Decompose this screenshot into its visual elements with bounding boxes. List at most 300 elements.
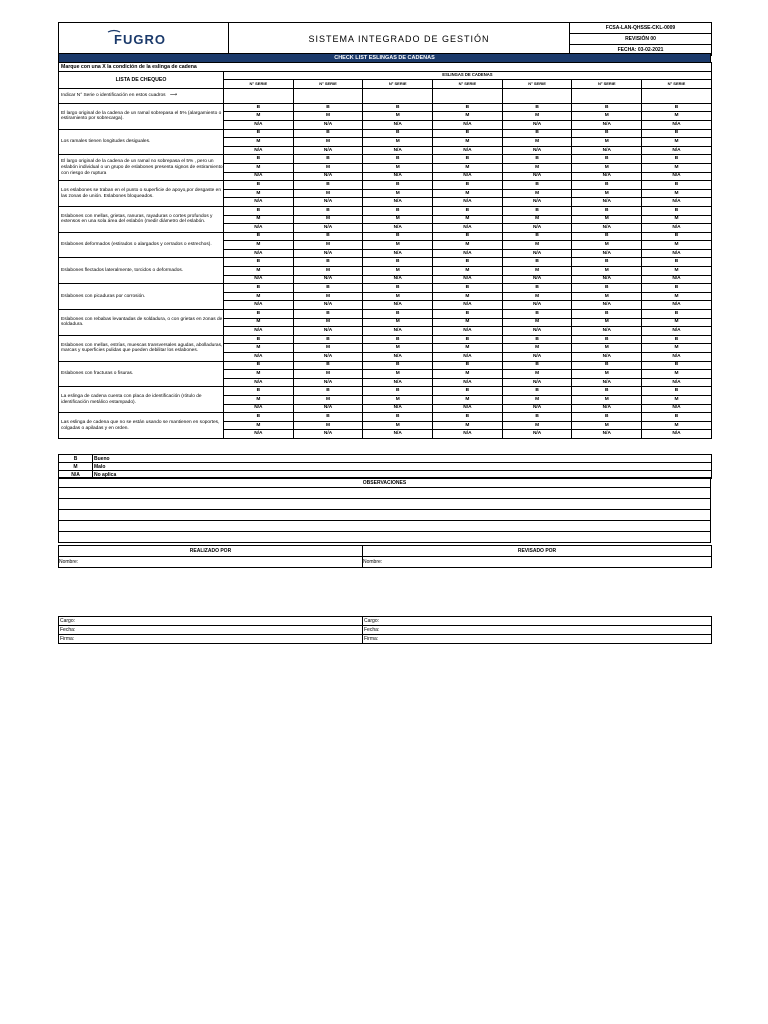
- option-cell[interactable]: M: [642, 395, 712, 404]
- option-cell[interactable]: M: [572, 292, 642, 301]
- option-cell[interactable]: B: [433, 361, 503, 370]
- option-cell[interactable]: M: [224, 344, 294, 353]
- serial-input-cell[interactable]: [363, 88, 433, 103]
- option-cell[interactable]: M: [572, 138, 642, 147]
- option-cell[interactable]: N/A: [572, 301, 642, 310]
- option-cell[interactable]: N/A: [642, 327, 712, 336]
- option-cell[interactable]: M: [293, 370, 363, 379]
- option-cell[interactable]: N/A: [224, 249, 294, 258]
- option-cell[interactable]: M: [433, 163, 503, 172]
- option-cell[interactable]: N/A: [224, 172, 294, 181]
- option-cell[interactable]: B: [572, 206, 642, 215]
- option-cell[interactable]: M: [363, 292, 433, 301]
- option-cell[interactable]: N/A: [293, 224, 363, 233]
- option-cell[interactable]: B: [433, 129, 503, 138]
- option-cell[interactable]: N/A: [363, 353, 433, 362]
- option-cell[interactable]: N/A: [572, 275, 642, 284]
- option-cell[interactable]: N/A: [224, 224, 294, 233]
- option-cell[interactable]: B: [363, 103, 433, 112]
- option-cell[interactable]: M: [433, 395, 503, 404]
- option-cell[interactable]: B: [224, 206, 294, 215]
- option-cell[interactable]: N/A: [572, 430, 642, 439]
- option-cell[interactable]: M: [293, 267, 363, 276]
- reviewed-by-name-field[interactable]: Nombre:: [363, 557, 712, 568]
- option-cell[interactable]: M: [642, 267, 712, 276]
- option-cell[interactable]: B: [363, 387, 433, 396]
- option-cell[interactable]: M: [502, 163, 572, 172]
- option-cell[interactable]: N/A: [293, 275, 363, 284]
- option-cell[interactable]: N/A: [433, 275, 503, 284]
- serial-input-cell[interactable]: [293, 88, 363, 103]
- option-cell[interactable]: N/A: [293, 172, 363, 181]
- option-cell[interactable]: M: [572, 395, 642, 404]
- option-cell[interactable]: M: [433, 267, 503, 276]
- serial-header: N° SERIE: [363, 80, 433, 89]
- option-cell[interactable]: B: [502, 387, 572, 396]
- option-cell[interactable]: B: [572, 413, 642, 422]
- option-cell[interactable]: B: [433, 310, 503, 319]
- option-cell[interactable]: B: [363, 129, 433, 138]
- option-cell[interactable]: N/A: [293, 430, 363, 439]
- option-cell[interactable]: B: [572, 310, 642, 319]
- option-cell[interactable]: B: [572, 387, 642, 396]
- observation-line[interactable]: [59, 521, 711, 532]
- option-cell[interactable]: B: [433, 206, 503, 215]
- option-cell[interactable]: M: [224, 395, 294, 404]
- option-cell[interactable]: B: [502, 103, 572, 112]
- option-cell[interactable]: B: [572, 258, 642, 267]
- option-cell[interactable]: N/A: [642, 120, 712, 129]
- option-cell[interactable]: N/A: [642, 404, 712, 413]
- option-cell[interactable]: B: [572, 232, 642, 241]
- option-cell[interactable]: B: [224, 155, 294, 164]
- option-cell[interactable]: N/A: [642, 430, 712, 439]
- option-cell[interactable]: M: [642, 138, 712, 147]
- option-cell[interactable]: N/A: [433, 404, 503, 413]
- option-cell[interactable]: B: [572, 335, 642, 344]
- option-cell[interactable]: M: [363, 421, 433, 430]
- option-cell[interactable]: M: [363, 189, 433, 198]
- option-cell[interactable]: M: [363, 163, 433, 172]
- option-cell[interactable]: B: [433, 103, 503, 112]
- revision: REVISIÓN 00: [570, 34, 712, 45]
- option-cell[interactable]: M: [572, 344, 642, 353]
- option-cell[interactable]: M: [642, 370, 712, 379]
- option-cell[interactable]: M: [433, 138, 503, 147]
- option-cell[interactable]: M: [224, 292, 294, 301]
- option-cell[interactable]: N/A: [433, 327, 503, 336]
- option-cell[interactable]: B: [293, 310, 363, 319]
- option-cell[interactable]: N/A: [572, 172, 642, 181]
- option-cell[interactable]: M: [642, 318, 712, 327]
- checklist-item-text: Los ramales tienen longitudes desiguales.: [59, 129, 224, 155]
- option-cell[interactable]: M: [224, 112, 294, 121]
- option-cell[interactable]: B: [363, 361, 433, 370]
- option-cell[interactable]: N/A: [642, 301, 712, 310]
- option-cell[interactable]: B: [224, 258, 294, 267]
- option-cell[interactable]: N/A: [572, 353, 642, 362]
- option-cell[interactable]: M: [642, 421, 712, 430]
- option-cell[interactable]: M: [642, 344, 712, 353]
- option-cell[interactable]: B: [224, 310, 294, 319]
- option-cell[interactable]: N/A: [224, 120, 294, 129]
- option-cell[interactable]: N/A: [293, 327, 363, 336]
- option-cell[interactable]: M: [572, 241, 642, 250]
- option-cell[interactable]: M: [502, 112, 572, 121]
- option-cell[interactable]: B: [224, 387, 294, 396]
- option-cell[interactable]: N/A: [572, 120, 642, 129]
- option-cell[interactable]: M: [433, 344, 503, 353]
- option-cell[interactable]: M: [293, 163, 363, 172]
- option-cell[interactable]: M: [433, 215, 503, 224]
- option-cell[interactable]: M: [433, 241, 503, 250]
- option-cell[interactable]: M: [502, 370, 572, 379]
- option-cell[interactable]: B: [293, 155, 363, 164]
- option-cell[interactable]: M: [572, 163, 642, 172]
- option-cell[interactable]: N/A: [433, 353, 503, 362]
- option-cell[interactable]: N/A: [224, 353, 294, 362]
- option-cell[interactable]: B: [642, 335, 712, 344]
- checklist-row: [59, 413, 712, 422]
- option-cell[interactable]: B: [224, 413, 294, 422]
- option-cell[interactable]: B: [642, 284, 712, 293]
- option-cell[interactable]: M: [642, 189, 712, 198]
- option-cell[interactable]: N/A: [363, 404, 433, 413]
- option-cell[interactable]: B: [224, 103, 294, 112]
- serial-input-cell[interactable]: [572, 88, 642, 103]
- option-cell[interactable]: B: [363, 232, 433, 241]
- option-cell[interactable]: M: [642, 241, 712, 250]
- option-cell[interactable]: B: [293, 181, 363, 190]
- option-cell[interactable]: M: [293, 318, 363, 327]
- option-cell[interactable]: B: [224, 232, 294, 241]
- option-cell[interactable]: B: [293, 284, 363, 293]
- option-cell[interactable]: M: [363, 344, 433, 353]
- option-cell[interactable]: M: [224, 318, 294, 327]
- serial-input-cell[interactable]: [433, 88, 503, 103]
- option-cell[interactable]: B: [433, 181, 503, 190]
- option-cell[interactable]: N/A: [363, 275, 433, 284]
- observation-line[interactable]: [59, 532, 711, 543]
- option-cell[interactable]: B: [502, 129, 572, 138]
- option-cell[interactable]: M: [433, 318, 503, 327]
- option-cell[interactable]: M: [642, 292, 712, 301]
- option-cell[interactable]: N/A: [363, 301, 433, 310]
- option-cell[interactable]: B: [642, 413, 712, 422]
- done-by-signature-field[interactable]: Firma:: [59, 635, 363, 644]
- option-cell[interactable]: B: [502, 206, 572, 215]
- option-cell[interactable]: M: [293, 112, 363, 121]
- option-cell[interactable]: N/A: [293, 198, 363, 207]
- option-cell[interactable]: N/A: [502, 378, 572, 387]
- option-cell[interactable]: N/A: [293, 404, 363, 413]
- option-cell[interactable]: M: [502, 344, 572, 353]
- option-cell[interactable]: B: [502, 413, 572, 422]
- serial-header: N° SERIE: [293, 80, 363, 89]
- option-cell[interactable]: B: [433, 258, 503, 267]
- option-cell[interactable]: N/A: [293, 120, 363, 129]
- option-cell[interactable]: N/A: [433, 249, 503, 258]
- option-cell[interactable]: B: [433, 284, 503, 293]
- option-cell[interactable]: M: [572, 318, 642, 327]
- option-cell[interactable]: M: [433, 189, 503, 198]
- doc-date: FECHA: 03-02-2021: [570, 45, 712, 56]
- option-cell[interactable]: M: [572, 267, 642, 276]
- option-cell[interactable]: M: [502, 138, 572, 147]
- option-cell[interactable]: N/A: [224, 275, 294, 284]
- option-cell[interactable]: B: [293, 103, 363, 112]
- option-cell[interactable]: N/A: [642, 275, 712, 284]
- option-cell[interactable]: M: [293, 421, 363, 430]
- option-cell[interactable]: N/A: [433, 146, 503, 155]
- option-cell[interactable]: B: [293, 232, 363, 241]
- option-cell[interactable]: N/A: [363, 172, 433, 181]
- option-cell[interactable]: N/A: [642, 198, 712, 207]
- option-cell[interactable]: M: [363, 241, 433, 250]
- option-cell[interactable]: M: [363, 370, 433, 379]
- option-cell[interactable]: B: [572, 181, 642, 190]
- option-cell[interactable]: M: [293, 241, 363, 250]
- observation-line[interactable]: [59, 510, 711, 521]
- option-cell[interactable]: B: [502, 155, 572, 164]
- option-cell[interactable]: N/A: [293, 249, 363, 258]
- option-cell[interactable]: M: [293, 292, 363, 301]
- reviewed-by-role-field[interactable]: Cargo:: [363, 617, 712, 626]
- option-cell[interactable]: N/A: [502, 275, 572, 284]
- option-cell[interactable]: N/A: [293, 353, 363, 362]
- option-cell[interactable]: N/A: [433, 301, 503, 310]
- option-cell[interactable]: B: [572, 103, 642, 112]
- option-cell[interactable]: N/A: [293, 378, 363, 387]
- option-cell[interactable]: B: [502, 181, 572, 190]
- option-cell[interactable]: B: [642, 181, 712, 190]
- option-cell[interactable]: M: [293, 215, 363, 224]
- option-cell[interactable]: B: [363, 206, 433, 215]
- option-cell[interactable]: M: [363, 138, 433, 147]
- option-cell[interactable]: M: [363, 215, 433, 224]
- option-cell[interactable]: B: [433, 232, 503, 241]
- option-cell[interactable]: B: [642, 155, 712, 164]
- option-cell[interactable]: M: [502, 292, 572, 301]
- option-cell[interactable]: B: [572, 129, 642, 138]
- option-cell[interactable]: N/A: [363, 224, 433, 233]
- option-cell[interactable]: N/A: [363, 146, 433, 155]
- option-cell[interactable]: M: [363, 267, 433, 276]
- option-cell[interactable]: M: [293, 138, 363, 147]
- option-cell[interactable]: M: [572, 421, 642, 430]
- serial-input-cell[interactable]: [224, 88, 294, 103]
- option-cell[interactable]: N/A: [224, 327, 294, 336]
- option-cell[interactable]: B: [572, 284, 642, 293]
- option-cell[interactable]: N/A: [502, 198, 572, 207]
- option-cell[interactable]: N/A: [572, 198, 642, 207]
- option-cell[interactable]: N/A: [293, 146, 363, 155]
- option-cell[interactable]: B: [293, 258, 363, 267]
- option-cell[interactable]: N/A: [224, 146, 294, 155]
- option-cell[interactable]: N/A: [433, 120, 503, 129]
- option-cell[interactable]: M: [433, 421, 503, 430]
- serial-input-cell[interactable]: [642, 88, 712, 103]
- option-cell[interactable]: N/A: [572, 327, 642, 336]
- option-cell[interactable]: M: [642, 215, 712, 224]
- option-cell[interactable]: N/A: [502, 224, 572, 233]
- option-cell[interactable]: N/A: [502, 120, 572, 129]
- option-cell[interactable]: N/A: [642, 224, 712, 233]
- option-cell[interactable]: M: [433, 370, 503, 379]
- option-cell[interactable]: B: [363, 181, 433, 190]
- option-cell[interactable]: N/A: [224, 301, 294, 310]
- option-cell[interactable]: B: [363, 413, 433, 422]
- option-cell[interactable]: B: [293, 413, 363, 422]
- option-cell[interactable]: B: [642, 103, 712, 112]
- option-cell[interactable]: M: [642, 112, 712, 121]
- option-cell[interactable]: B: [224, 335, 294, 344]
- option-cell[interactable]: M: [224, 163, 294, 172]
- option-cell[interactable]: N/A: [363, 249, 433, 258]
- option-cell[interactable]: M: [224, 370, 294, 379]
- done-by-role-field[interactable]: Cargo:: [59, 617, 363, 626]
- option-cell[interactable]: B: [363, 335, 433, 344]
- option-cell[interactable]: N/A: [363, 120, 433, 129]
- done-by-name-field[interactable]: Nombre:: [59, 557, 363, 568]
- option-cell[interactable]: B: [642, 129, 712, 138]
- option-cell[interactable]: N/A: [363, 327, 433, 336]
- option-cell[interactable]: N/A: [642, 249, 712, 258]
- option-cell[interactable]: M: [433, 292, 503, 301]
- option-cell[interactable]: M: [293, 344, 363, 353]
- option-cell[interactable]: N/A: [363, 430, 433, 439]
- reviewed-by-date-field[interactable]: Fecha:: [363, 626, 712, 635]
- option-cell[interactable]: N/A: [572, 146, 642, 155]
- option-cell[interactable]: M: [224, 267, 294, 276]
- option-cell[interactable]: N/A: [572, 378, 642, 387]
- option-cell[interactable]: B: [502, 284, 572, 293]
- option-cell[interactable]: B: [363, 155, 433, 164]
- option-cell[interactable]: B: [502, 310, 572, 319]
- option-cell[interactable]: B: [293, 129, 363, 138]
- option-cell[interactable]: N/A: [224, 404, 294, 413]
- option-cell[interactable]: N/A: [502, 430, 572, 439]
- option-cell[interactable]: M: [293, 189, 363, 198]
- option-cell[interactable]: M: [433, 112, 503, 121]
- option-cell[interactable]: N/A: [363, 198, 433, 207]
- option-cell[interactable]: M: [502, 318, 572, 327]
- observation-line[interactable]: [59, 488, 711, 499]
- option-cell[interactable]: B: [502, 232, 572, 241]
- option-cell[interactable]: M: [502, 189, 572, 198]
- option-cell[interactable]: B: [502, 258, 572, 267]
- option-cell[interactable]: B: [293, 387, 363, 396]
- option-cell[interactable]: B: [293, 206, 363, 215]
- option-cell[interactable]: M: [224, 138, 294, 147]
- option-cell[interactable]: M: [572, 215, 642, 224]
- option-cell[interactable]: M: [572, 112, 642, 121]
- option-cell[interactable]: N/A: [502, 404, 572, 413]
- option-cell[interactable]: N/A: [433, 224, 503, 233]
- option-cell[interactable]: B: [224, 361, 294, 370]
- option-cell[interactable]: M: [363, 395, 433, 404]
- option-cell[interactable]: B: [433, 387, 503, 396]
- option-cell[interactable]: M: [502, 267, 572, 276]
- option-cell[interactable]: B: [363, 258, 433, 267]
- option-cell[interactable]: M: [572, 370, 642, 379]
- option-cell[interactable]: M: [224, 189, 294, 198]
- option-cell[interactable]: B: [572, 361, 642, 370]
- option-cell[interactable]: N/A: [224, 198, 294, 207]
- option-cell[interactable]: M: [224, 241, 294, 250]
- option-cell[interactable]: N/A: [572, 404, 642, 413]
- done-by-date-field[interactable]: Fecha:: [59, 626, 363, 635]
- option-cell[interactable]: B: [642, 232, 712, 241]
- option-cell[interactable]: N/A: [572, 224, 642, 233]
- option-cell[interactable]: N/A: [642, 172, 712, 181]
- option-cell[interactable]: M: [642, 163, 712, 172]
- option-cell[interactable]: N/A: [224, 430, 294, 439]
- option-cell[interactable]: M: [502, 215, 572, 224]
- option-cell[interactable]: B: [642, 310, 712, 319]
- option-cell[interactable]: M: [224, 421, 294, 430]
- option-cell[interactable]: M: [363, 112, 433, 121]
- option-cell[interactable]: N/A: [433, 378, 503, 387]
- option-cell[interactable]: N/A: [502, 146, 572, 155]
- option-cell[interactable]: B: [502, 335, 572, 344]
- option-cell[interactable]: N/A: [502, 301, 572, 310]
- option-cell[interactable]: B: [433, 413, 503, 422]
- option-cell[interactable]: M: [502, 241, 572, 250]
- serial-header: N° SERIE: [224, 80, 294, 89]
- option-cell[interactable]: N/A: [502, 172, 572, 181]
- option-cell[interactable]: B: [363, 284, 433, 293]
- option-cell[interactable]: N/A: [502, 327, 572, 336]
- option-cell[interactable]: M: [224, 215, 294, 224]
- option-cell[interactable]: M: [502, 421, 572, 430]
- option-cell[interactable]: N/A: [433, 430, 503, 439]
- observation-line[interactable]: [59, 499, 711, 510]
- option-cell[interactable]: B: [293, 335, 363, 344]
- option-cell[interactable]: M: [363, 318, 433, 327]
- option-cell[interactable]: B: [572, 155, 642, 164]
- option-cell[interactable]: N/A: [572, 249, 642, 258]
- option-cell[interactable]: N/A: [502, 353, 572, 362]
- option-cell[interactable]: B: [224, 129, 294, 138]
- option-cell[interactable]: B: [363, 310, 433, 319]
- option-cell[interactable]: B: [293, 361, 363, 370]
- option-cell[interactable]: N/A: [642, 353, 712, 362]
- option-cell[interactable]: M: [502, 395, 572, 404]
- option-cell[interactable]: B: [642, 206, 712, 215]
- option-cell[interactable]: M: [293, 395, 363, 404]
- option-cell[interactable]: B: [642, 258, 712, 267]
- option-cell[interactable]: B: [642, 387, 712, 396]
- serial-input-cell[interactable]: [502, 88, 572, 103]
- option-cell[interactable]: M: [572, 189, 642, 198]
- option-cell[interactable]: B: [433, 335, 503, 344]
- option-cell[interactable]: B: [224, 181, 294, 190]
- option-cell[interactable]: N/A: [293, 301, 363, 310]
- option-cell[interactable]: B: [502, 361, 572, 370]
- option-cell[interactable]: N/A: [642, 146, 712, 155]
- option-cell[interactable]: N/A: [433, 172, 503, 181]
- option-cell[interactable]: N/A: [433, 198, 503, 207]
- reviewed-by-signature-field[interactable]: Firma:: [363, 635, 712, 644]
- option-cell[interactable]: N/A: [502, 249, 572, 258]
- option-cell[interactable]: B: [642, 361, 712, 370]
- option-cell[interactable]: B: [224, 284, 294, 293]
- option-cell[interactable]: N/A: [642, 378, 712, 387]
- option-cell[interactable]: N/A: [363, 378, 433, 387]
- option-cell[interactable]: N/A: [224, 378, 294, 387]
- option-cell[interactable]: B: [433, 155, 503, 164]
